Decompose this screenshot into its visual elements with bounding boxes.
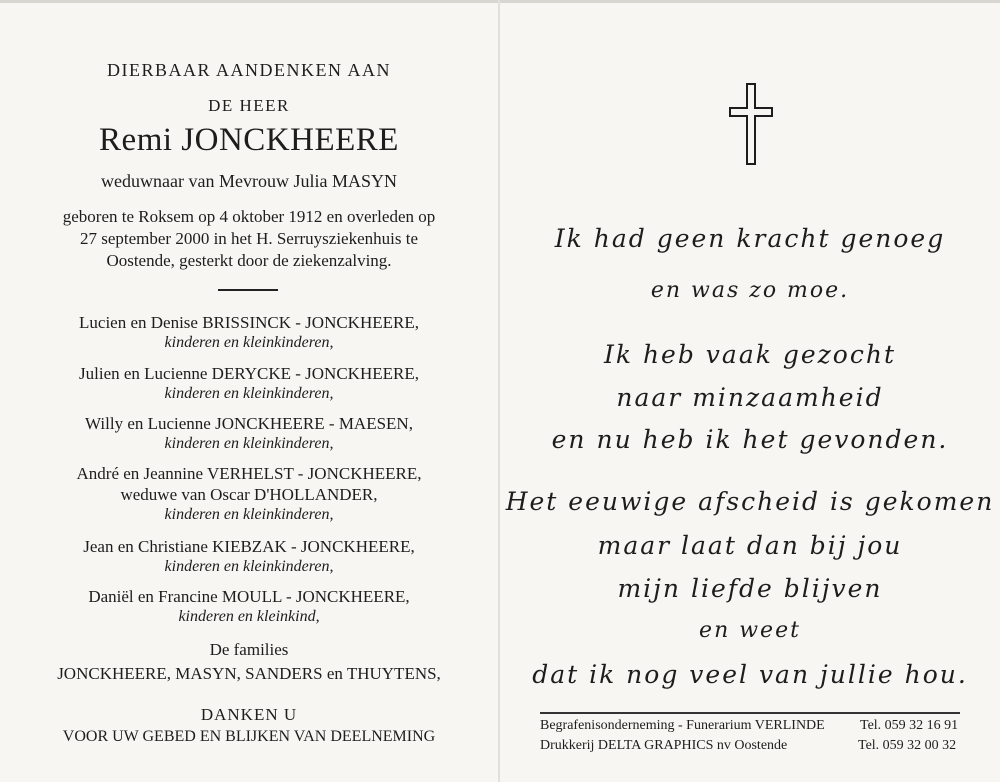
relative-relation: kinderen en kleinkinderen, (164, 506, 334, 523)
poem-line-7: maar laat dan bij jou (597, 531, 903, 560)
card-title: DE HEER (208, 96, 290, 115)
divider-rule (218, 289, 278, 291)
relative-entry-2 (0, 364, 498, 403)
relative-names: Willy en Lucienne JONCKHEERE - MAESEN, (85, 414, 413, 433)
thanks-line-1: DANKEN U (200, 705, 298, 724)
poem-line-6: Het eeuwige afscheid is gekomen (505, 487, 995, 516)
bio-line-1: geboren te Roksem op 4 oktober 1912 en overleden op (62, 207, 436, 226)
printer-phone: Tel. 059 32 00 32 (858, 738, 957, 753)
poem-line-9: en weet (699, 618, 801, 643)
poem-line-8: mijn liefde blijven (617, 574, 883, 603)
deceased-name: Remi JONCKHEERE (99, 122, 399, 158)
spouse-line: weduwnaar van Mevrouw Julia MASYN (101, 171, 397, 191)
poem-line-4: naar minzaamheid (616, 383, 884, 412)
poem-line-1: Ik had geen kracht genoeg (554, 224, 946, 253)
relative-relation: kinderen en kleinkinderen, (164, 558, 334, 575)
card-heading: DIERBAAR AANDENKEN AAN (107, 60, 391, 80)
relative-entry-4 (0, 464, 498, 524)
poem-line-3: Ik heb vaak gezocht (603, 340, 897, 369)
bio-line-2: 27 september 2000 in het H. Serruysziekenhuis te (79, 229, 419, 248)
relative-entry-3 (0, 414, 498, 453)
relative-names: Lucien en Denise BRISSINCK - JONCKHEERE, (79, 313, 419, 332)
relative-relation: kinderen en kleinkinderen, (164, 334, 334, 351)
relative-relation: kinderen en kleinkinderen, (164, 435, 334, 452)
families-names: JONCKHEERE, MASYN, SANDERS en THUYTENS, (57, 664, 441, 683)
left-panel (0, 0, 498, 782)
poem-line-2: en was zo moe. (650, 278, 850, 303)
relative-names: Julien en Lucienne DERYCKE - JONCKHEERE, (79, 364, 419, 383)
printer-name: Drukkerij DELTA GRAPHICS nv Oostende (540, 738, 788, 753)
relative-entry-6 (0, 587, 498, 626)
right-panel (500, 0, 1000, 782)
relative-relation: kinderen en kleinkind, (178, 608, 320, 625)
relative-names: Daniël en Francine MOULL - JONCKHEERE, (88, 587, 410, 606)
funeral-home-name: Begrafenisonderneming - Funerarium VERLINDE (540, 718, 825, 733)
relative-names: André en Jeannine VERHELST - JONCKHEERE, (76, 464, 422, 483)
poem-line-5: en nu heb ik het gevonden. (551, 425, 949, 454)
poem-line-10: dat ik nog veel van jullie hou. (532, 660, 968, 689)
relative-extra: weduwe van Oscar D'HOLLANDER, (120, 485, 378, 504)
families-label: De families (209, 640, 289, 659)
funeral-home-phone: Tel. 059 32 16 91 (860, 718, 959, 733)
bio-line-3: Oostende, gesterkt door de ziekenzalving. (106, 251, 392, 270)
relative-entry-1 (0, 313, 498, 352)
printer-rule (540, 712, 960, 714)
relative-entry-5 (0, 537, 498, 576)
thanks-line-2: VOOR UW GEBED EN BLIJKEN VAN DEELNEMING (62, 728, 436, 745)
latin-cross-icon (728, 82, 774, 166)
relative-relation: kinderen en kleinkinderen, (164, 385, 334, 402)
relative-names: Jean en Christiane KIEBZAK - JONCKHEERE, (83, 537, 415, 556)
